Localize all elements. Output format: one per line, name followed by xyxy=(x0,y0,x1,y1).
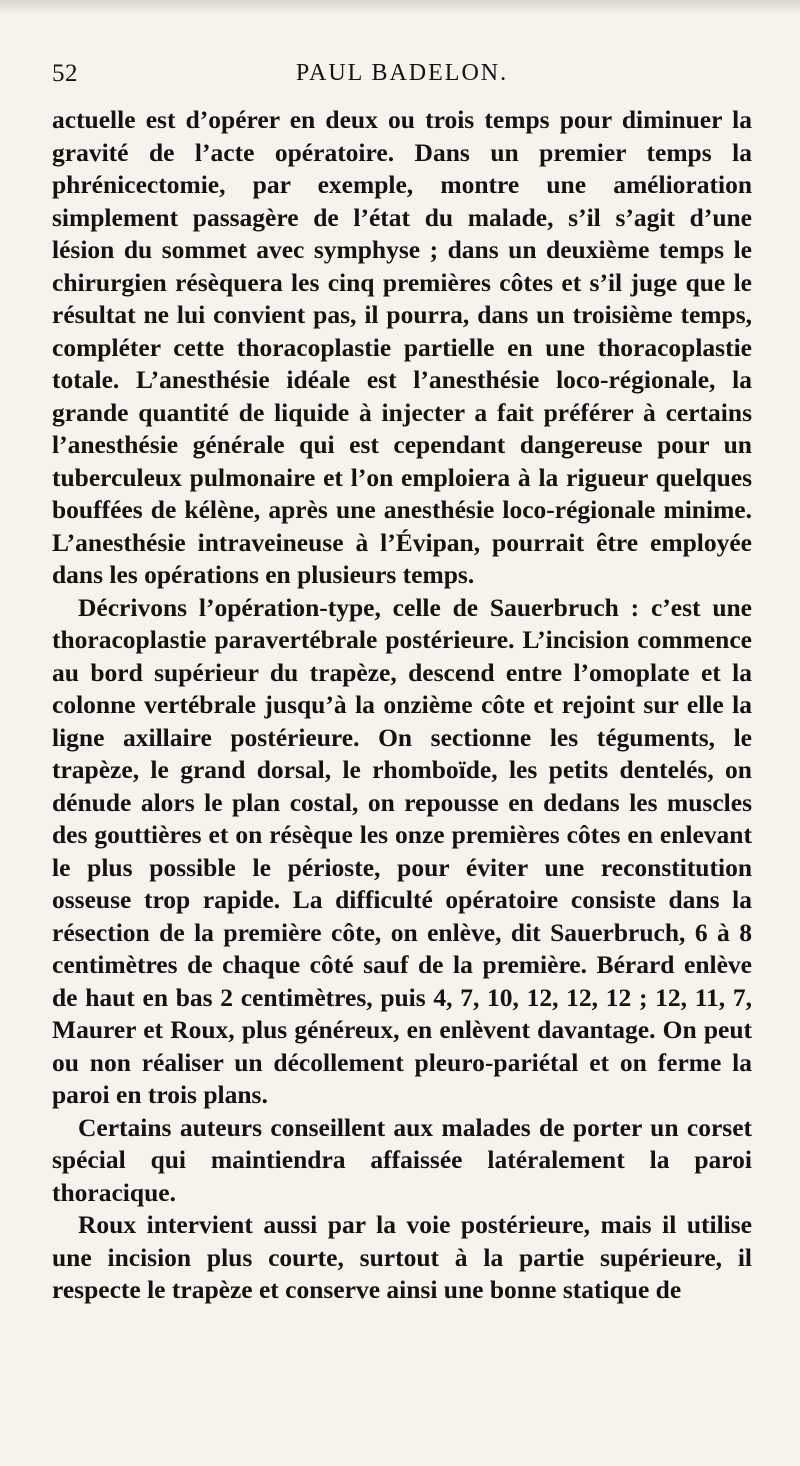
paragraph: Décrivons l’opération-type, celle de Sauerbruch : c’est une thoracoplastie paravertébrale postérieure. L’incision commence au bord supérieur du trapèze, descend entre l’omoplate et la colonne vertébrale jusqu’à la onzième côte et rejoint sur elle la ligne axillaire postérieure. On sectionne les téguments, le trapèze, le grand dorsal, le rhomboïde, les petits dentelés, on dénude alors le plan costal, on repousse en dedans les muscles des gouttières et on résèque les onze premières côtes en enlevant le plus possible le périoste, pour éviter une reconstitution osseuse trop rapide. La difficulté opératoire consiste dans la résection de la première côte, on enlève, dit Sauerbruch, 6 à 8 centimètres de chaque côté sauf de la première. Bérard enlève de haut en bas 2 centimètres, puis 4, 7, 10, 12, 12, 12 ; 12, 11, 7, Maurer et Roux, plus généreux, en enlèvent davantage. On peut ou non réaliser un décollement pleuro-pariétal et on ferme la paroi en trois plans. xyxy=(52,592,752,1109)
page-number: 52 xyxy=(52,60,78,87)
paragraph: Roux intervient aussi par la voie postérieure, mais il utilise une incision plus courte, surtout à la partie supérieure, il respecte le trapèze et conserve ainsi une bonne statique de xyxy=(52,1210,752,1304)
paragraph: Certains auteurs conseillent aux malades de porter un corset spécial qui maintiendra affaissée latéralement la paroi thoracique. xyxy=(52,1112,752,1207)
paragraph: actuelle est d’opérer en deux ou trois temps pour diminuer la gravité de l’acte opératoire. Dans un premier temps la phrénicectomie, par exemple, montre une amélioration simplement passagère de l’état du malade, s’il s’agit d’une lésion du sommet avec symphyse ; dans un deuxième temps le chirurgien résèquera les cinq premières côtes et s’il juge que le résultat ne lui convient pas, il pourra, dans un troisième temps, compléter cette thoracoplastie partielle en une thoracoplastie totale. L’anesthésie idéale est l’anesthésie loco-régionale, la grande quantité de liquide à injecter a fait préférer à certains l’anesthésie générale qui est cependant dangereuse pour un tuberculeux pulmonaire et l’on emploiera à la rigueur quelques bouffées de kélène, après une anesthésie loco-régionale minime. L’anesthésie intraveineuse à l’Évipan, pourrait être employée dans les opérations en plusieurs temps. xyxy=(52,105,752,589)
running-head: PAUL BADELON. xyxy=(295,60,509,86)
page-header xyxy=(52,60,752,94)
body-text xyxy=(52,104,752,1307)
